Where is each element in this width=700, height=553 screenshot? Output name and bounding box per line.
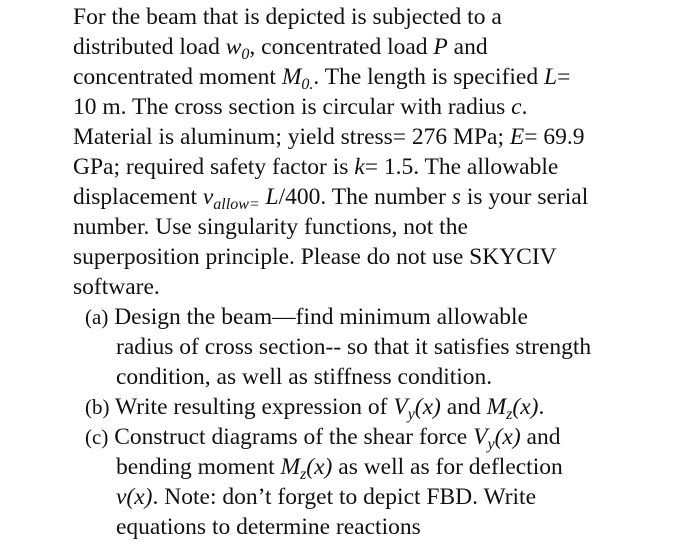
item-marker: (b) [85,395,110,419]
text-run: number. Use singularity functions, not the [73,214,468,240]
shear-symbol: V [393,394,408,420]
serial-symbol: s [451,184,461,210]
text-run: distributed load [73,34,226,60]
text-run: = [557,64,571,90]
subscript: y [487,436,495,453]
text-run: For the beam that is depicted is subjected to a [73,4,502,30]
item-marker: (a) [85,305,109,329]
modulus-symbol: E [509,124,525,150]
item-c-line-2 [73,452,693,482]
subscript: 0. [301,76,314,93]
text-run: bending moment [116,454,281,480]
text-line-7 [73,182,693,212]
text-run: Design the beam—find minimum allowable [108,304,528,330]
subscript: = [248,196,260,213]
text-run: is your serial [460,184,589,210]
text-run: , concentrated load [249,34,434,60]
text-run: = 1.5. The allowable [364,154,559,180]
displacement-symbol: v [202,184,214,210]
argument: (x) [306,454,333,480]
radius-symbol: c [511,94,522,120]
text-run: displacement [73,184,203,210]
text-run: Write resulting expression of [109,394,394,420]
item-a-line-1 [73,302,693,332]
moment-symbol: M [281,64,302,90]
text-run: . [521,94,528,120]
text-run: 10 m. The cross section is circular with radius [73,94,512,120]
text-line-2 [73,32,693,62]
text-run: and [440,394,487,420]
text-run: software. [73,274,160,300]
item-marker: (c) [85,425,109,449]
text-line-1 [73,2,693,32]
text-run: . Note: don’t forget to depict FBD. Write [152,484,537,510]
text-run: and [520,424,561,450]
subscript: z [506,406,513,423]
text-run: . [538,394,545,420]
item-b-line-1 [73,392,693,422]
text-run: Material is aluminum; yield stress= 276 MPa; [73,124,510,150]
text-run: superposition principle. Please do not use SKYCIV [73,244,557,270]
subscript: z [300,466,307,483]
argument: (x) [414,394,441,420]
text-run: = 69.9 [524,124,585,150]
safety-factor-symbol: k [354,154,365,180]
length-symbol: L [259,184,279,210]
deflection-symbol: v(x) [116,484,153,510]
problem-statement [73,2,693,542]
text-run: /400. The number [278,184,452,210]
moment-symbol: M [280,454,301,480]
text-run: equations to determine reactions [116,514,421,540]
subscript: allow [213,196,249,213]
concentrated-load-symbol: P [433,34,448,60]
text-line-3 [73,62,693,92]
item-a-line-2 [73,332,693,362]
text-run: concentrated moment [73,64,282,90]
subscript: 0 [241,46,250,63]
length-symbol: L [543,64,558,90]
text-run: GPa; required safety factor is [73,154,355,180]
text-line-4 [73,92,693,122]
text-run: as well as for deflection [332,454,563,480]
item-c-line-4 [73,512,693,542]
text-run: and [447,34,488,60]
text-line-6 [73,152,693,182]
argument: (x) [512,394,539,420]
subscript: y [407,406,415,423]
shear-symbol: V [473,424,488,450]
text-line-10 [73,272,693,302]
text-run: radius of cross section-- so that it satisfies strength [116,334,592,360]
text-line-9 [73,242,693,272]
text-line-5 [73,122,693,152]
text-run: condition, as well as stiffness condition. [116,364,493,390]
text-run: . The length is specified [313,64,544,90]
distributed-load-symbol: w [225,34,242,60]
text-run: Construct diagrams of the shear force [108,424,474,450]
item-a-line-3 [73,362,693,392]
argument: (x) [494,424,521,450]
text-line-8 [73,212,693,242]
moment-symbol: M [486,394,507,420]
item-c-line-3 [73,482,693,512]
item-c-line-1 [73,422,693,452]
